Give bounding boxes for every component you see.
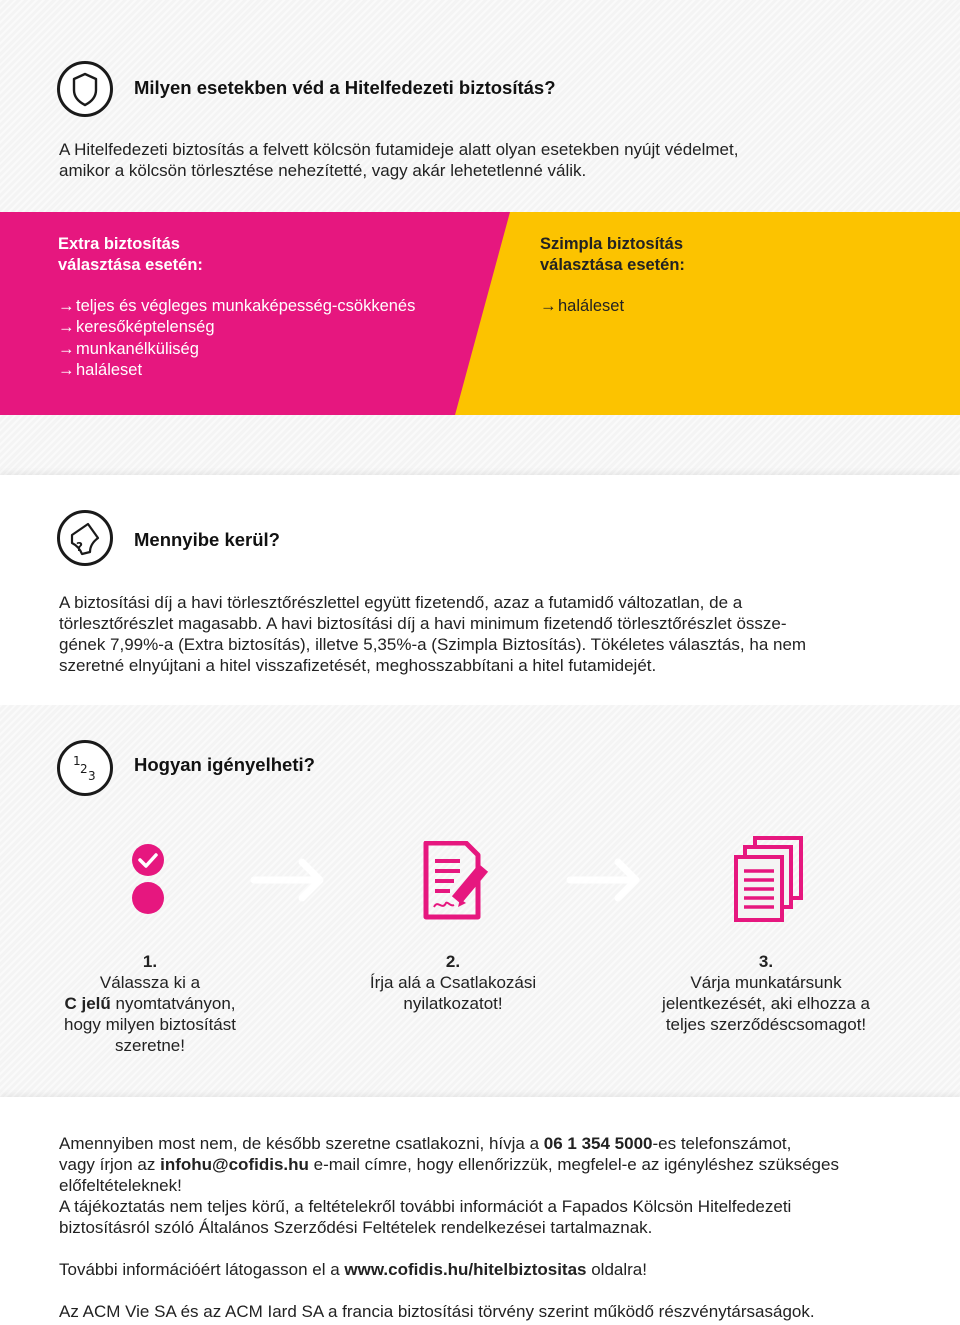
price-line: gének 7,99%-a (Extra biztosítás), illetve 5,35%-a (Szimpla Biztosítás). Tökéletes választás, ha nem <box>59 635 807 654</box>
insurance-band <box>0 212 960 415</box>
howto-section <box>0 705 960 1097</box>
price-tag-icon <box>57 510 113 566</box>
step-line: nyilatkozatot! <box>403 994 503 1013</box>
extra-title-line: Extra biztosítás <box>58 235 180 253</box>
arrow-right-icon: → <box>58 318 75 337</box>
step-line: teljes szerződéscsomagot! <box>665 1015 867 1034</box>
arrow-right-icon <box>250 855 330 905</box>
list-item-label: teljes és végleges munkaképesség-csökkenés <box>76 297 416 315</box>
step-line: hogy milyen biztosítást <box>64 1015 236 1034</box>
step-number: 2. <box>445 952 461 971</box>
list-item <box>58 339 415 360</box>
list-item-label: munkanélküliség <box>76 339 199 358</box>
document-signature-icon <box>420 841 500 921</box>
footer-text: Amennyiben most nem, de később szeretne csatlakozni, hívja a <box>59 1134 544 1153</box>
footer-text: vagy írjon az <box>59 1155 161 1174</box>
list-item <box>540 296 624 317</box>
svg-text:1: 1 <box>73 754 81 768</box>
list-item-label: haláleset <box>558 297 625 315</box>
extra-title-line: választása esetén: <box>58 256 203 274</box>
step-line-rest: nyomtatványon, <box>110 994 236 1013</box>
svg-text:?: ? <box>76 540 83 554</box>
intro-line: amikor a kölcsön törlesztése nehezítetté, vagy akár lehetetlenné válik. <box>59 161 587 180</box>
coverage-title: Milyen esetekben véd a Hitelfedezeti biztosítás? <box>134 77 556 98</box>
coverage-section <box>0 0 960 212</box>
svg-text:2: 2 <box>80 762 88 776</box>
footer-line: biztosításról szóló Általános Szerződési Feltételek rendelkezései tartalmaznak. <box>59 1218 653 1237</box>
step-line: szeretne! <box>115 1036 185 1055</box>
phone-number[interactable]: 06 1 354 5000 <box>543 1134 653 1153</box>
shield-icon <box>57 61 113 117</box>
documents-stack-icon <box>733 835 813 925</box>
footer-line <box>59 1154 939 1175</box>
price-text <box>59 592 919 676</box>
more-info-text <box>59 1259 939 1280</box>
howto-title: Hogyan igényelheti? <box>134 754 315 775</box>
email-link[interactable]: infohu@cofidis.hu <box>160 1155 309 1174</box>
footer-text: e-mail címre, hogy ellenőrizzük, megfelel-e az igényléshez szükséges <box>308 1155 839 1174</box>
footer-text: További információért látogasson el a <box>59 1260 345 1279</box>
step-line: Várja munkatársunk <box>690 973 842 992</box>
spacer <box>0 415 960 475</box>
footer-line: A tájékoztatás nem teljes körű, a feltételekről további információt a Fapados Kölcsön Hitelfedezeti <box>59 1197 792 1216</box>
price-line: törlesztőrészlet magasabb. A havi biztosítási díj a havi minimum fizetendő törlesztőrészlet össze- <box>59 614 787 633</box>
szimpla-title <box>540 234 685 276</box>
list-item <box>58 317 415 338</box>
arrow-right-icon: → <box>540 297 557 315</box>
footer-text: oldalra! <box>586 1260 647 1279</box>
list-item-label: keresőképtelenség <box>76 318 215 337</box>
step-3-text <box>636 951 896 1035</box>
step-number: 3. <box>758 952 774 971</box>
szimpla-title-line: Szimpla biztosítás <box>540 235 684 253</box>
arrow-right-icon <box>566 855 646 905</box>
list-item <box>58 360 415 381</box>
choice-icon <box>129 843 169 923</box>
szimpla-list <box>540 296 624 317</box>
steps-123-icon <box>57 740 113 796</box>
step-number: 1. <box>142 952 158 971</box>
szimpla-title-line: választása esetén: <box>540 256 685 274</box>
step-2-text <box>343 951 563 1014</box>
price-line: szeretné elnyújtani a hitel visszafizetését, meghosszabbítani a hitel futamidejét. <box>59 656 657 675</box>
step-line: Írja alá a Csatlakozási <box>369 973 537 992</box>
price-title: Mennyibe kerül? <box>134 529 280 550</box>
step-line <box>40 993 260 1014</box>
step-line: Válassza ki a <box>99 973 201 992</box>
footer-line <box>59 1133 939 1154</box>
legal-text: Az ACM Vie SA és az ACM Iard SA a francia biztosítási törvény szerint működő részvénytársaságok. <box>59 1302 815 1321</box>
arrow-right-icon: → <box>58 297 75 315</box>
contact-text <box>59 1133 939 1238</box>
extra-title <box>58 234 203 276</box>
svg-text:3: 3 <box>88 769 96 783</box>
footer-text: -es telefonszámot, <box>652 1134 792 1153</box>
price-section <box>0 475 960 705</box>
arrow-right-icon: → <box>58 360 75 379</box>
website-link[interactable]: www.cofidis.hu/hitelbiztositas <box>344 1260 587 1279</box>
extra-list <box>58 296 415 381</box>
intro-line: A Hitelfedezeti biztosítás a felvett kölcsön futamideje alatt olyan esetekben nyújt védelmet, <box>59 140 739 159</box>
arrow-right-icon: → <box>58 339 75 358</box>
coverage-intro <box>59 139 919 181</box>
step-bold: C jelű <box>64 994 111 1013</box>
list-item-label: haláleset <box>76 360 143 379</box>
list-item <box>58 296 415 317</box>
footer <box>0 1097 960 1325</box>
footer-line: előfeltételeknek! <box>59 1176 182 1195</box>
step-1-text <box>40 951 260 1056</box>
price-line: A biztosítási díj a havi törlesztőrészlettel együtt fizetendő, azaz a futamidő változatlan, de a <box>59 593 743 612</box>
step-line: jelentkezését, aki elhozza a <box>662 994 870 1013</box>
